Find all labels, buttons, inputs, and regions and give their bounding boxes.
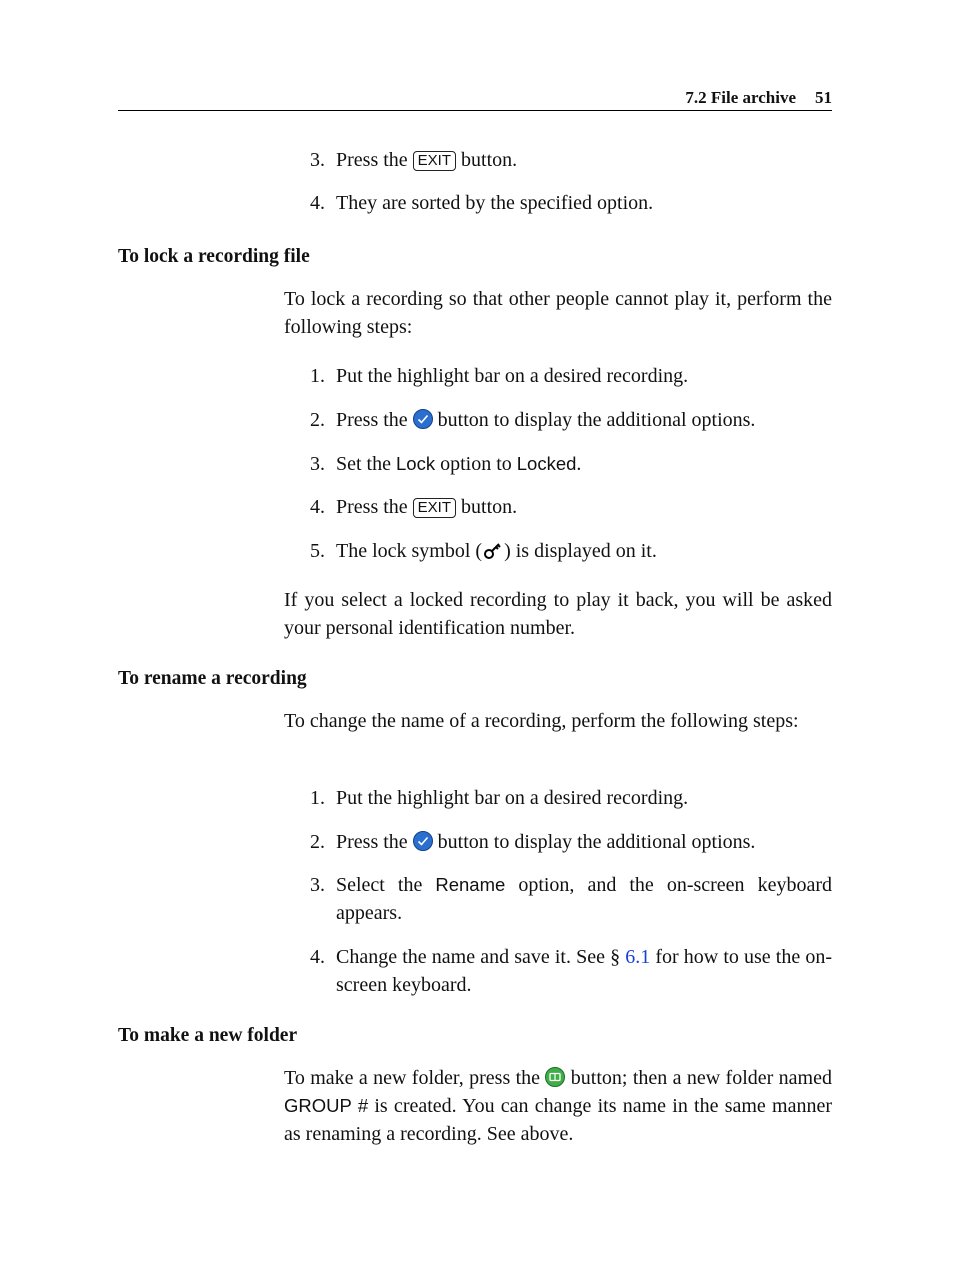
list-item: [310, 537, 832, 565]
page-number: 51: [815, 88, 832, 107]
list-item: [310, 871, 832, 927]
exit-key: EXIT: [413, 498, 456, 518]
item-text: Change the name and save it. See §: [336, 946, 626, 968]
check-circle-icon: [413, 409, 433, 429]
item-number: 4.: [310, 946, 325, 968]
item-text: Press the: [336, 409, 413, 431]
item-text: The lock symbol (: [336, 540, 483, 562]
item-number: 4.: [310, 496, 325, 518]
lock-intro: To lock a recording so that other people cannot play it, perform the following steps:: [284, 288, 832, 338]
list-item: [310, 362, 832, 390]
list-item: [310, 406, 832, 434]
lock-key-icon: [482, 541, 504, 561]
item-text: option to: [435, 453, 517, 475]
section-title: 7.2 File archive: [685, 88, 796, 107]
para-text: button; then a new folder named: [565, 1067, 832, 1089]
item-text: .: [576, 453, 582, 475]
para-text: is created. You can change its name in the same manner as renaming a recording. See above.: [284, 1095, 832, 1145]
group-label: GROUP #: [284, 1095, 369, 1116]
item-text: They are sorted by the specified option.: [336, 192, 654, 214]
rename-option-label: Rename: [435, 874, 506, 895]
list-item: [310, 146, 832, 174]
item-number: 4.: [310, 192, 325, 214]
section-heading-lock: To lock a recording file: [118, 246, 310, 267]
list-item: [310, 189, 832, 217]
lock-option-label: Lock: [396, 453, 436, 474]
section-link[interactable]: 6.1: [625, 946, 651, 968]
list-item: [310, 828, 832, 856]
item-number: 5.: [310, 540, 325, 562]
lock-note: If you select a locked recording to play it back, you will be asked your personal identification number.: [284, 589, 832, 639]
item-text: Set the: [336, 453, 396, 475]
item-text: Press the: [336, 149, 413, 171]
item-number: 3.: [310, 874, 325, 896]
rename-intro: To change the name of a recording, perform the following steps:: [284, 710, 799, 732]
item-number: 2.: [310, 409, 325, 431]
item-text: Put the highlight bar on a desired recording.: [336, 787, 689, 809]
item-text: ) is displayed on it.: [504, 540, 657, 562]
check-circle-icon: [413, 831, 433, 851]
list-item: [310, 493, 832, 521]
section-heading-folder: To make a new folder: [118, 1025, 298, 1046]
locked-value-label: Locked: [516, 453, 577, 474]
item-text: button to display the additional options.: [432, 409, 756, 431]
item-number: 1.: [310, 787, 325, 809]
item-number: 3.: [310, 453, 325, 475]
list-item: [310, 784, 832, 812]
para-text: To make a new folder, press the: [284, 1067, 546, 1089]
item-text: Press the: [336, 831, 413, 853]
item-number: 1.: [310, 365, 325, 387]
section-heading-rename: To rename a recording: [118, 668, 307, 689]
item-text: Put the highlight bar on a desired recording.: [336, 365, 689, 387]
list-item: [310, 943, 832, 999]
item-text: button.: [456, 496, 518, 518]
exit-key: EXIT: [413, 151, 456, 171]
item-text: button.: [456, 149, 518, 171]
running-header: [118, 86, 832, 111]
folder-paragraph: [284, 1064, 832, 1148]
item-number: 2.: [310, 831, 325, 853]
list-item: [310, 450, 832, 478]
item-text: for how to use the on-screen keyboard.: [336, 946, 832, 996]
item-text: Select the: [336, 874, 436, 896]
new-folder-icon: [545, 1067, 565, 1087]
item-text: option, and the on-screen keyboard appears.: [336, 874, 832, 924]
item-text: Press the: [336, 496, 413, 518]
item-text: button to display the additional options.: [432, 831, 756, 853]
item-number: 3.: [310, 149, 325, 171]
